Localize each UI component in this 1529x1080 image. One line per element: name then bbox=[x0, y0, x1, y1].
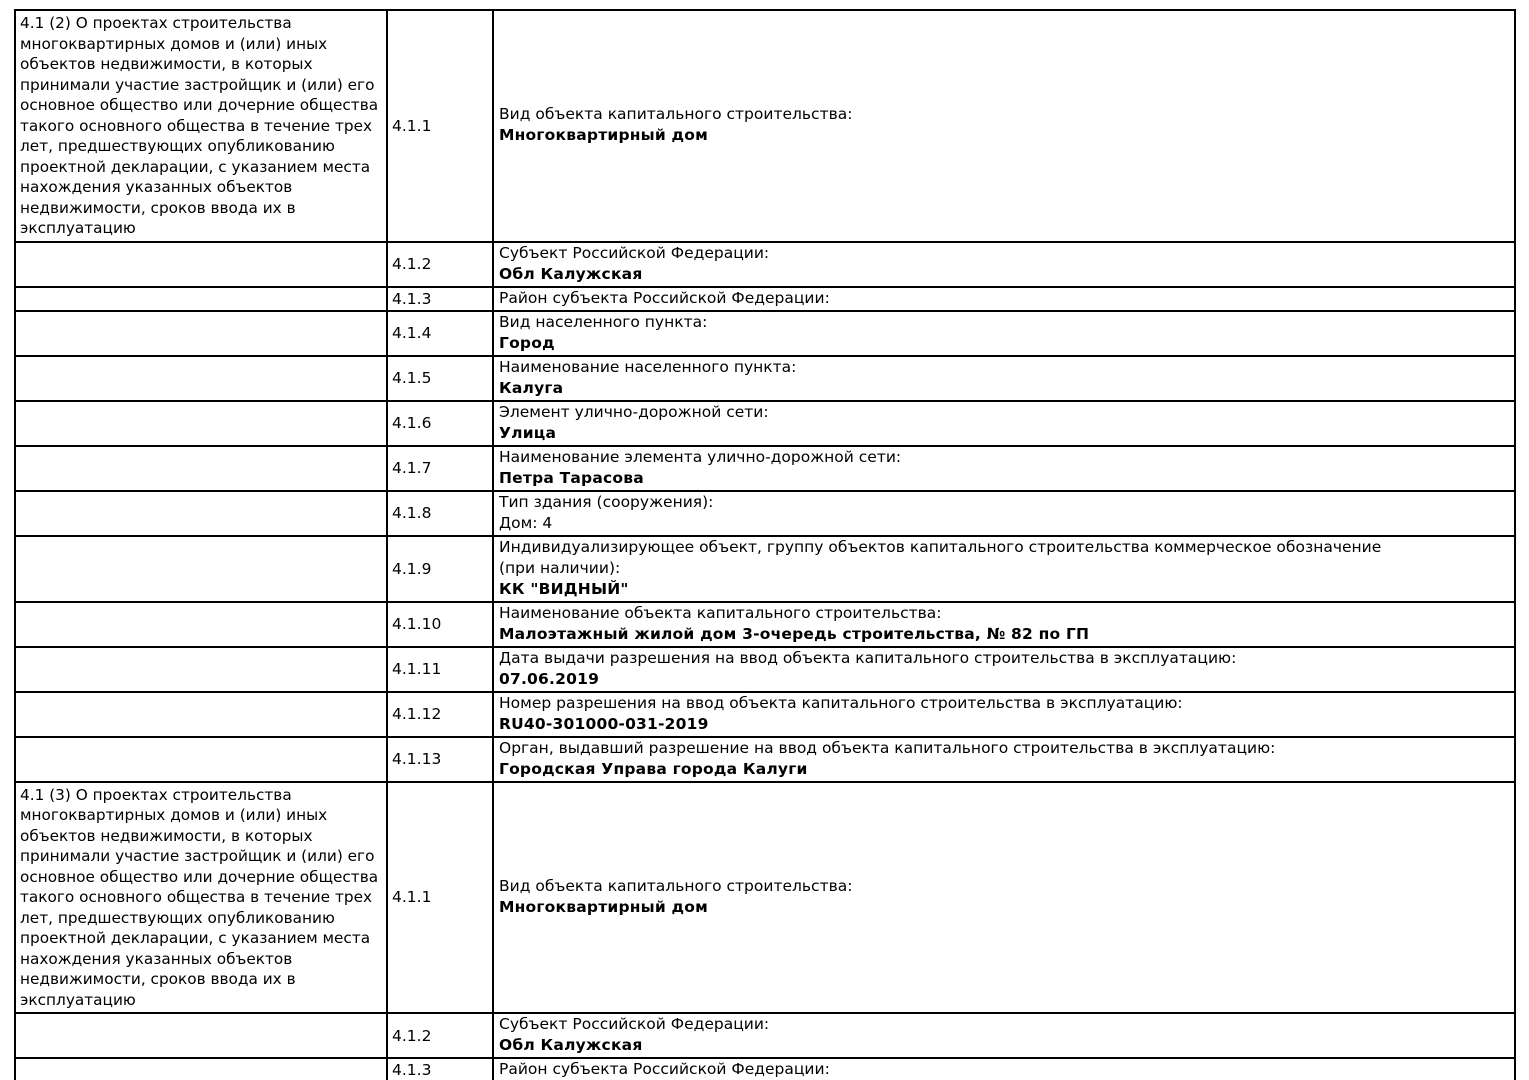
field-cell bbox=[493, 446, 1515, 491]
field-label: Район субъекта Российской Федерации: bbox=[499, 1060, 830, 1078]
field-cell bbox=[493, 1058, 1515, 1080]
row-code: 4.1.2 bbox=[392, 1026, 432, 1045]
table-row bbox=[15, 287, 1515, 311]
field-value: Многоквартирный дом bbox=[499, 897, 708, 916]
section-description-cell bbox=[15, 1058, 387, 1080]
field-label: Наименование населенного пункта: bbox=[499, 357, 797, 376]
field-value: КК "ВИДНЫЙ" bbox=[499, 579, 629, 598]
table-row bbox=[15, 782, 1515, 1014]
section-description-cell bbox=[15, 1013, 387, 1058]
field-cell bbox=[493, 647, 1515, 692]
row-code: 4.1.1 bbox=[392, 888, 432, 907]
field-value: Обл Калужская bbox=[499, 1036, 643, 1054]
row-code-cell bbox=[387, 491, 493, 536]
row-code-cell bbox=[387, 602, 493, 647]
row-code-cell bbox=[387, 446, 493, 491]
section-description-cell bbox=[15, 311, 387, 356]
row-code: 4.1.7 bbox=[392, 459, 432, 477]
row-code-cell bbox=[387, 356, 493, 401]
row-code-cell bbox=[387, 1013, 493, 1058]
field-label: Наименование объекта капитального строительства: bbox=[499, 603, 942, 622]
row-code-cell bbox=[387, 311, 493, 356]
field-label: Орган, выдавший разрешение на ввод объекта капитального строительства в эксплуатацию: bbox=[499, 738, 1276, 757]
field-cell bbox=[493, 242, 1515, 287]
field-label: Вид объекта капитального строительства: bbox=[499, 876, 853, 895]
field-label: Номер разрешения на ввод объекта капитального строительства в эксплуатацию: bbox=[499, 693, 1183, 712]
field-cell bbox=[493, 401, 1515, 446]
row-code: 4.1.2 bbox=[392, 255, 432, 273]
row-code: 4.1.13 bbox=[392, 750, 442, 768]
row-code-cell bbox=[387, 647, 493, 692]
table-row bbox=[15, 446, 1515, 491]
table-row bbox=[15, 536, 1515, 602]
section-description-cell: 4.1 (2) О проектах строительства многоквартирных домов и (или) иных объектов недвижимости, в которых принимали участие застройщик и (или) его основное общество или дочерние общества такого основного общества в течение трех лет, предшествующих опубликованию проектной декларации, с указанием места нахождения указанных объектов недвижимости, сроков ввода их в эксплуатацию bbox=[15, 10, 387, 242]
field-label: Дата выдачи разрешения на ввод объекта капитального строительства в эксплуатацию: bbox=[499, 648, 1237, 667]
field-label: Субъект Российской Федерации: bbox=[499, 243, 770, 262]
table-row bbox=[15, 356, 1515, 401]
row-code-cell bbox=[387, 737, 493, 782]
table-row bbox=[15, 10, 1515, 242]
table-row bbox=[15, 311, 1515, 356]
field-value: Многоквартирный дом bbox=[499, 126, 708, 145]
table-row bbox=[15, 692, 1515, 737]
section-description-cell bbox=[15, 491, 387, 536]
field-label: Элемент улично-дорожной сети: bbox=[499, 402, 769, 421]
field-value: RU40-301000-031-2019 bbox=[499, 714, 709, 733]
row-code: 4.1.5 bbox=[392, 369, 432, 387]
field-value: Обл Калужская bbox=[499, 264, 643, 283]
field-value: Малоэтажный жилой дом 3-очередь строительства, № 82 по ГП bbox=[499, 624, 1090, 643]
field-label: Тип здания (сооружения): bbox=[499, 492, 714, 511]
row-code: 4.1.10 bbox=[392, 615, 442, 633]
field-value: Город bbox=[499, 333, 555, 352]
section-description-cell bbox=[15, 737, 387, 782]
section-description-cell bbox=[15, 536, 387, 602]
field-label: Индивидуализирующее объект, группу объектов капитального строительства коммерческое обозначение (при наличии): bbox=[499, 537, 1382, 577]
field-cell bbox=[493, 602, 1515, 647]
row-code: 4.1.3 bbox=[392, 289, 432, 308]
section-description-cell: 4.1 (3) О проектах строительства многоквартирных домов и (или) иных объектов недвижимости, в которых принимали участие застройщик и (или) его основное общество или дочерние общества такого основного общества в течение трех лет, предшествующих опубликованию проектной декларации, с указанием места нахождения указанных объектов недвижимости, сроков ввода их в эксплуатацию bbox=[15, 782, 387, 1014]
field-value: Улица bbox=[499, 423, 557, 442]
row-code: 4.1.9 bbox=[392, 559, 432, 578]
row-code-cell bbox=[387, 10, 493, 242]
row-code-cell bbox=[387, 1058, 493, 1080]
field-cell bbox=[493, 10, 1515, 242]
row-code: 4.1.3 bbox=[392, 1061, 432, 1079]
row-code: 4.1.8 bbox=[392, 504, 432, 522]
field-cell bbox=[493, 1013, 1515, 1058]
table-row bbox=[15, 242, 1515, 287]
row-code-cell bbox=[387, 242, 493, 287]
field-cell bbox=[493, 311, 1515, 356]
section-description-cell bbox=[15, 602, 387, 647]
field-cell bbox=[493, 536, 1515, 602]
field-cell bbox=[493, 491, 1515, 536]
row-code: 4.1.12 bbox=[392, 705, 442, 723]
field-label: Субъект Российской Федерации: bbox=[499, 1015, 770, 1033]
field-cell bbox=[493, 356, 1515, 401]
field-label: Вид населенного пункта: bbox=[499, 312, 708, 331]
field-label: Район субъекта Российской Федерации: bbox=[499, 288, 830, 307]
section-description-cell bbox=[15, 287, 387, 311]
table-row bbox=[15, 647, 1515, 692]
row-code-cell bbox=[387, 782, 493, 1014]
declaration-table bbox=[14, 9, 1516, 1080]
row-code: 4.1.11 bbox=[392, 660, 442, 678]
row-code-cell bbox=[387, 287, 493, 311]
row-code: 4.1.6 bbox=[392, 414, 432, 432]
field-value: Петра Тарасова bbox=[499, 468, 644, 487]
table-row bbox=[15, 1058, 1515, 1080]
row-code-cell bbox=[387, 536, 493, 602]
row-code: 4.1.4 bbox=[392, 324, 432, 342]
field-cell bbox=[493, 287, 1515, 311]
table-row bbox=[15, 737, 1515, 782]
field-cell bbox=[493, 782, 1515, 1014]
table-row bbox=[15, 602, 1515, 647]
section-description-cell bbox=[15, 401, 387, 446]
field-value: Дом: 4 bbox=[499, 513, 553, 532]
section-description-cell bbox=[15, 692, 387, 737]
field-value: Городская Управа города Калуги bbox=[499, 759, 808, 778]
field-value: 07.06.2019 bbox=[499, 669, 600, 688]
field-label: Вид объекта капитального строительства: bbox=[499, 105, 853, 124]
section-description-cell bbox=[15, 647, 387, 692]
table-row bbox=[15, 401, 1515, 446]
row-code: 4.1.1 bbox=[392, 116, 432, 135]
field-cell bbox=[493, 737, 1515, 782]
field-label: Наименование элемента улично-дорожной сети: bbox=[499, 447, 902, 466]
row-code-cell bbox=[387, 401, 493, 446]
field-value: Калуга bbox=[499, 378, 564, 397]
table-row bbox=[15, 491, 1515, 536]
row-code-cell bbox=[387, 692, 493, 737]
section-description-cell bbox=[15, 242, 387, 287]
section-description-cell bbox=[15, 446, 387, 491]
section-description-cell bbox=[15, 356, 387, 401]
declaration-table-body bbox=[15, 10, 1515, 1080]
field-cell bbox=[493, 692, 1515, 737]
table-row bbox=[15, 1013, 1515, 1058]
